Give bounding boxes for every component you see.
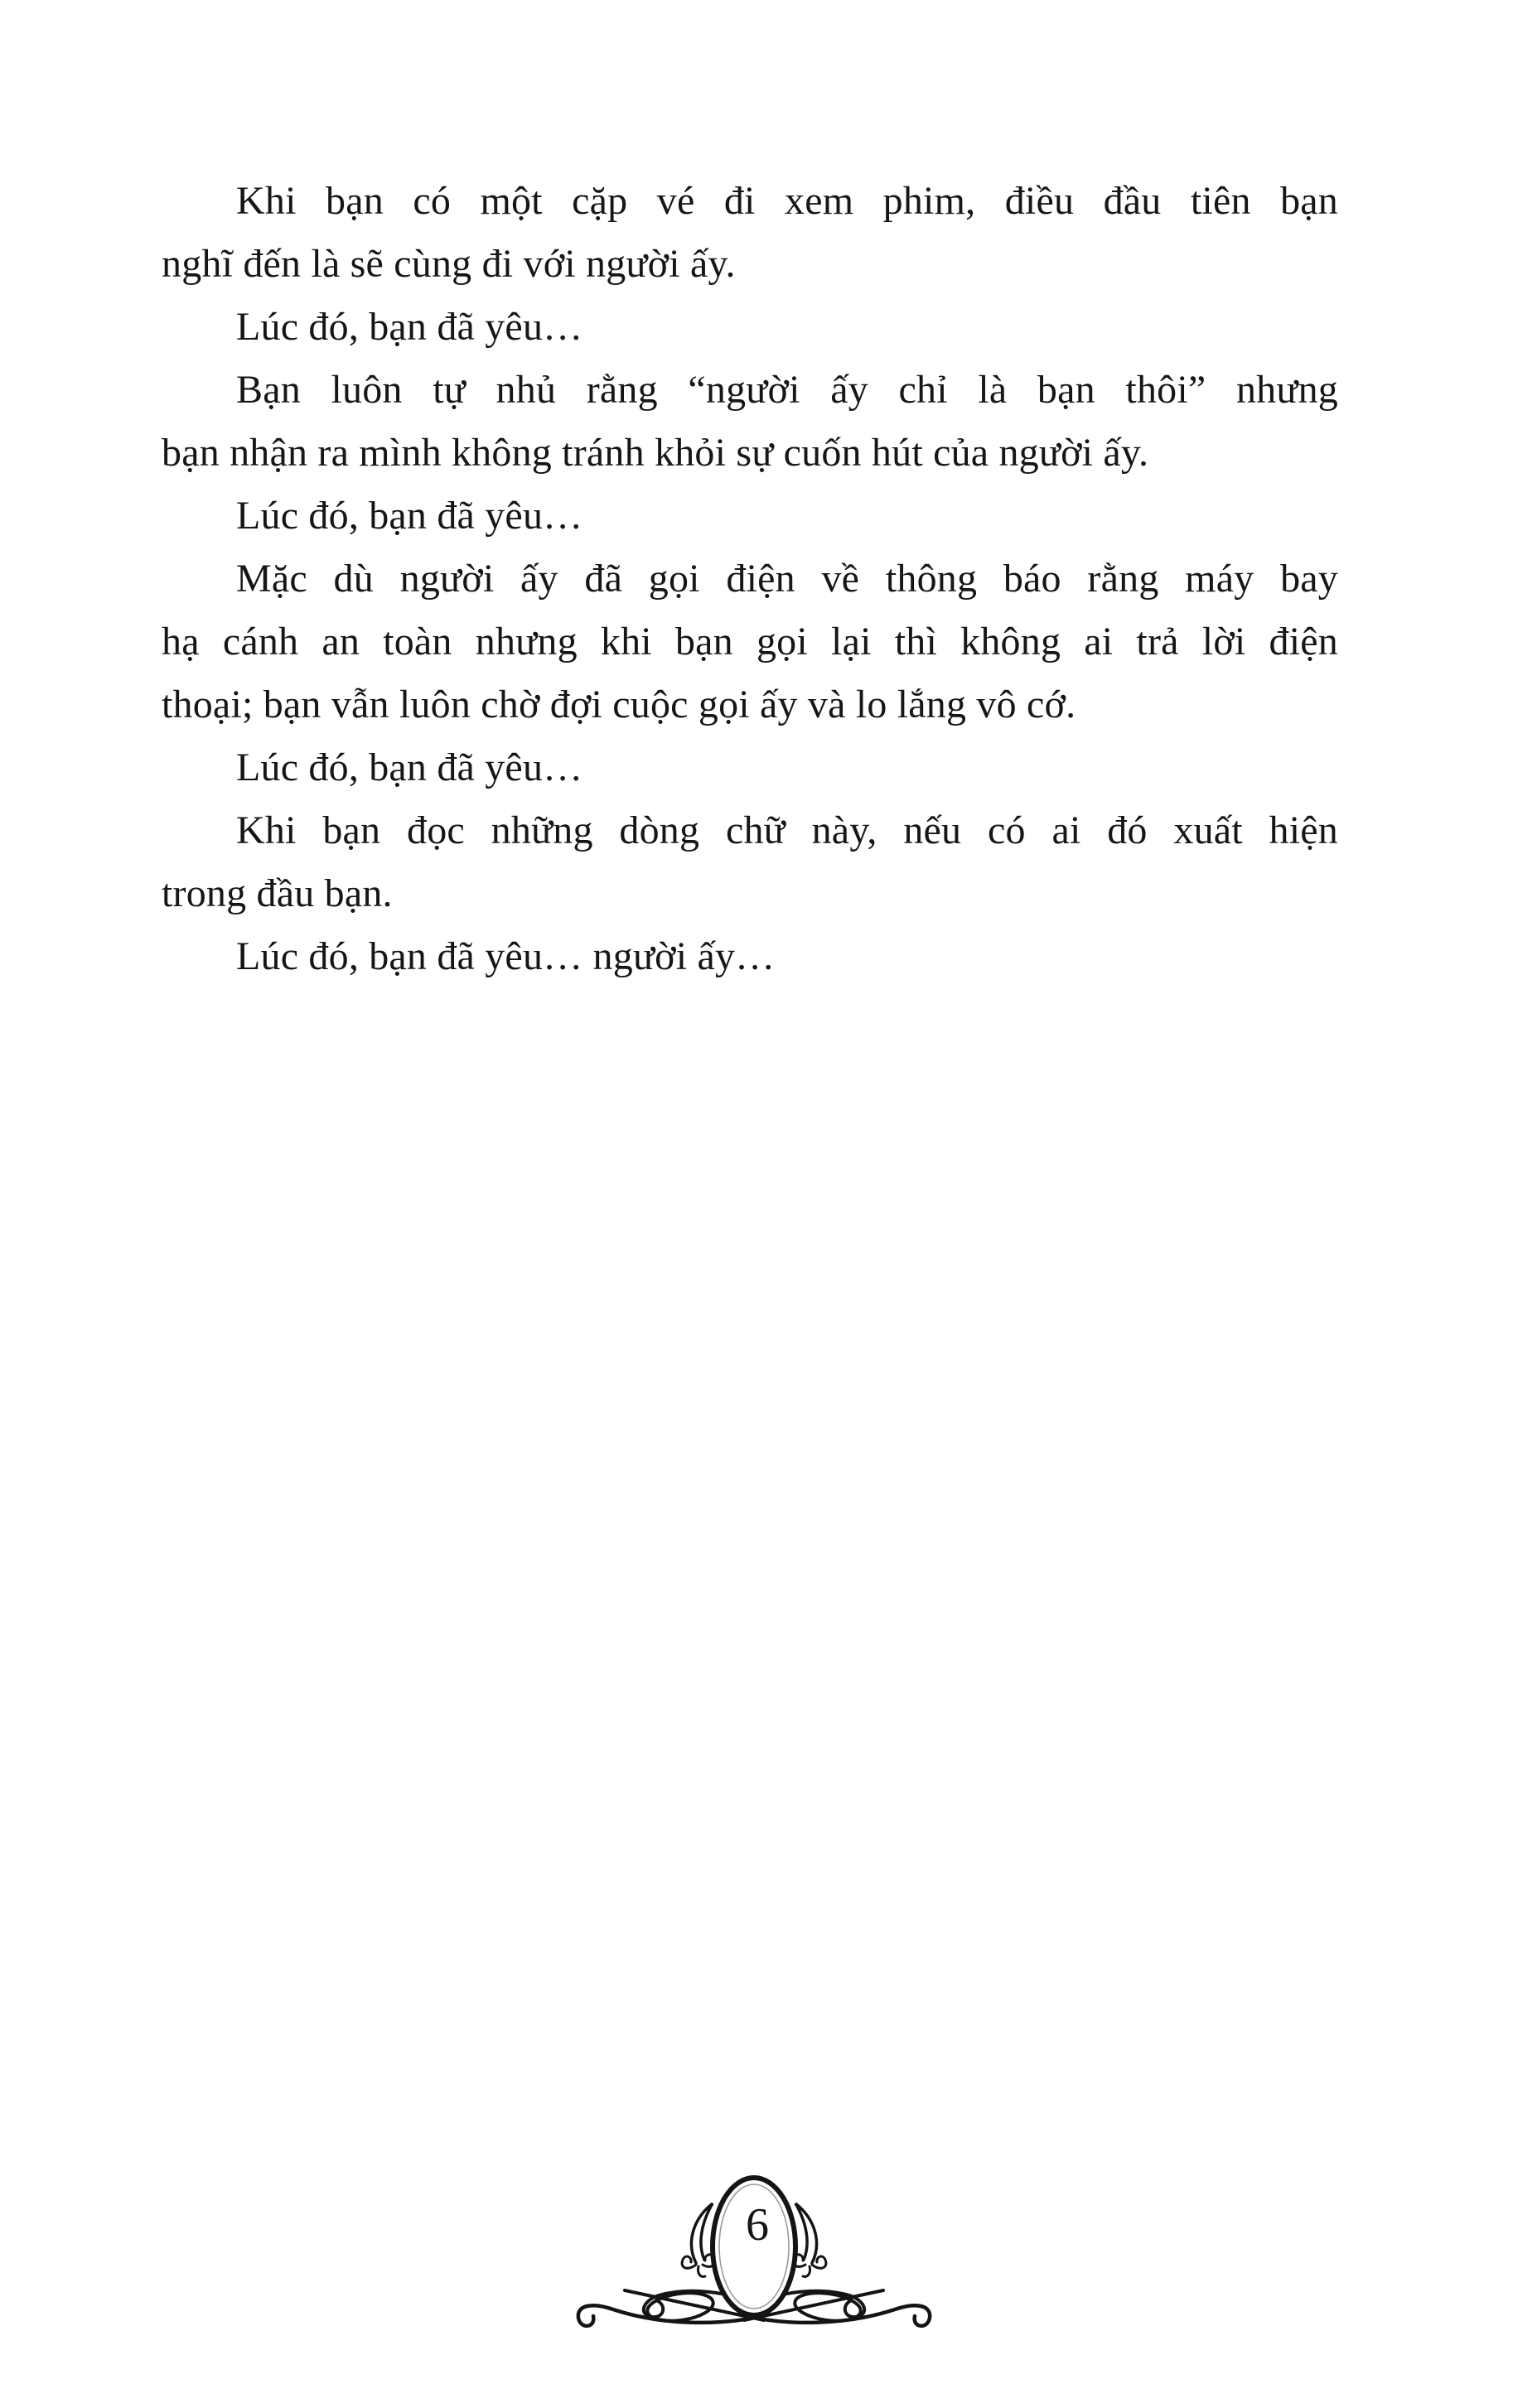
text-line: Lúc đó, bạn đã yêu… [236,494,583,538]
footer-flourish-icon [563,2167,945,2343]
text-line: Mặc dù người ấy đã gọi điện về thông báo rằng máy bay [236,557,1338,601]
text-line: nghĩ đến là sẽ cùng đi với người ấy. [162,242,736,286]
text-line: hạ cánh an toàn nhưng khi bạn gọi lại thì không ai trả lời điện [162,620,1338,664]
text-line: thoại; bạn vẫn luôn chờ đợi cuộc gọi ấy và lo lắng vô cớ. [162,683,1076,726]
paragraph [162,485,1338,548]
text-line: Khi bạn đọc những dòng chữ này, nếu có ai đó xuất hiện [236,808,1338,852]
text-line: Lúc đó, bạn đã yêu… người ấy… [236,934,776,978]
paragraph [162,799,1338,925]
page-footer [563,2167,945,2343]
paragraph [162,170,1338,296]
paragraph [162,296,1338,359]
paragraph [162,548,1338,736]
text-line: Bạn luôn tự nhủ rằng “người ấy chỉ là bạn thôi” nhưng [236,368,1338,412]
text-line: Khi bạn có một cặp vé đi xem phim, điều đầu tiên bạn [236,179,1338,223]
text-line: bạn nhận ra mình không tránh khỏi sự cuốn hút của người ấy. [162,431,1149,475]
text-line: Lúc đó, bạn đã yêu… [236,746,583,789]
text-block [162,170,1338,988]
paragraph [162,925,1338,988]
paragraph [162,359,1338,485]
text-line: trong đầu bạn. [162,871,393,915]
page-number: 6 [746,2199,769,2251]
text-line: Lúc đó, bạn đã yêu… [236,305,583,349]
paragraph [162,736,1338,799]
